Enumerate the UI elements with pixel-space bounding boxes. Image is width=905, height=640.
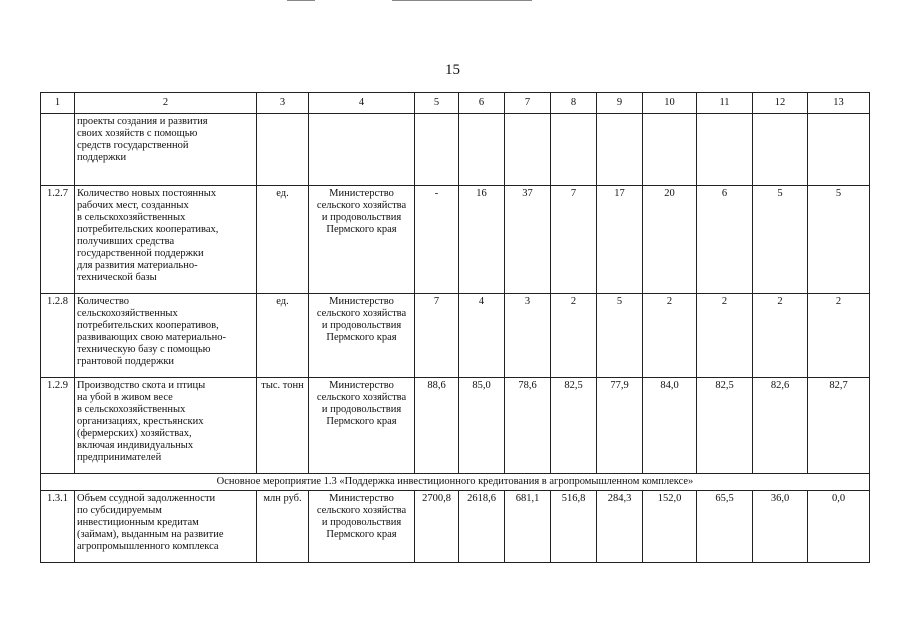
name-line: в сельскохозяйственных — [77, 212, 186, 223]
name-line: рабочих мест, созданных — [77, 200, 189, 211]
name-line: на убой в живом весе — [77, 392, 173, 403]
name-line: инвестиционным кредитам — [77, 517, 199, 528]
indicators-table — [40, 92, 870, 563]
name-cell — [75, 378, 257, 474]
value-cell: 82,6 — [753, 378, 808, 474]
executor-line: Пермского края — [326, 529, 397, 540]
value-cell: 2 — [551, 294, 597, 378]
value-cell: 82,5 — [697, 378, 753, 474]
header-cell: 3 — [257, 93, 309, 114]
executor-line: и продовольствия — [321, 517, 402, 528]
continuation-row — [41, 114, 870, 186]
name-cell — [75, 491, 257, 563]
name-line: включая индивидуальных — [77, 440, 194, 451]
executor-line: Пермского края — [326, 416, 397, 427]
name-line: потребительских кооперативах, — [77, 224, 219, 235]
name-line: развивающих свою материально- — [77, 332, 227, 343]
value-cell: 516,8 — [551, 491, 597, 563]
section-row — [41, 474, 870, 491]
header-cell: 6 — [459, 93, 505, 114]
header-cell: 11 — [697, 93, 753, 114]
executor-line: Пермского края — [326, 332, 397, 343]
name-line: (фермерских) хозяйствах, — [77, 428, 192, 439]
executor-cell — [309, 114, 415, 186]
page-number: 15 — [445, 62, 460, 78]
indicator-row — [41, 378, 870, 474]
executor-cell — [309, 186, 415, 294]
value-cell: 36,0 — [753, 491, 808, 563]
value-cell — [597, 114, 643, 186]
value-cell: 2700,8 — [415, 491, 459, 563]
executor-cell — [309, 294, 415, 378]
value-cell — [459, 114, 505, 186]
name-line: проекты создания и развития — [77, 116, 208, 127]
value-cell: 17 — [597, 186, 643, 294]
value-cell: 37 — [505, 186, 551, 294]
name-cell — [75, 294, 257, 378]
name-line: техническую базу с помощью — [77, 344, 211, 355]
value-cell: 5 — [808, 186, 870, 294]
name-line: Производство скота и птицы — [77, 380, 206, 391]
value-cell: 77,9 — [597, 378, 643, 474]
value-cell — [753, 114, 808, 186]
code-cell: 1.2.9 — [41, 378, 75, 474]
value-cell: 20 — [643, 186, 697, 294]
name-line: агропромышленного комплекса — [77, 541, 219, 552]
value-cell: 2 — [643, 294, 697, 378]
executor-cell — [309, 378, 415, 474]
value-cell — [505, 114, 551, 186]
name-line: Количество новых постоянных — [77, 188, 217, 199]
header-cell: 7 — [505, 93, 551, 114]
name-line: получивших средства — [77, 236, 175, 247]
indicator-row — [41, 186, 870, 294]
header-cell: 10 — [643, 93, 697, 114]
value-cell: 3 — [505, 294, 551, 378]
value-cell: 7 — [415, 294, 459, 378]
name-line: потребительских кооперативов, — [77, 320, 219, 331]
name-cell — [75, 186, 257, 294]
unit-cell: млн руб. — [257, 491, 309, 563]
executor-line: Министерство — [329, 380, 394, 391]
value-cell: 85,0 — [459, 378, 505, 474]
executor-line: Министерство — [329, 493, 394, 504]
executor-line: Пермского края — [326, 224, 397, 235]
name-line: технической базы — [77, 272, 157, 283]
name-cell — [75, 114, 257, 186]
header-cell: 1 — [41, 93, 75, 114]
code-cell: 1.2.7 — [41, 186, 75, 294]
header-cell: 9 — [597, 93, 643, 114]
name-line: грантовой поддержки — [77, 356, 175, 367]
executor-line: и продовольствия — [321, 212, 402, 223]
name-line: Объем ссудной задолженности — [77, 493, 216, 504]
name-line: государственной поддержки — [77, 248, 204, 259]
executor-line: Министерство — [329, 296, 394, 307]
value-cell: 2618,6 — [459, 491, 505, 563]
code-cell — [41, 114, 75, 186]
executor-line: сельского хозяйства — [316, 392, 407, 403]
value-cell — [697, 114, 753, 186]
name-line: сельскохозяйственных — [77, 308, 178, 319]
code-cell: 1.2.8 — [41, 294, 75, 378]
value-cell: 7 — [551, 186, 597, 294]
name-line: поддержки — [77, 152, 127, 163]
name-line: в сельскохозяйственных — [77, 404, 186, 415]
value-cell: 6 — [697, 186, 753, 294]
indicator-row — [41, 491, 870, 563]
value-cell — [808, 114, 870, 186]
header-cell: 2 — [75, 93, 257, 114]
name-line: Количество — [77, 296, 130, 307]
name-line: предпринимателей — [77, 452, 162, 463]
executor-line: и продовольствия — [321, 404, 402, 415]
value-cell: 88,6 — [415, 378, 459, 474]
scan-top-rule-right — [392, 0, 532, 1]
value-cell: - — [415, 186, 459, 294]
header-row — [41, 93, 870, 114]
executor-line: Министерство — [329, 188, 394, 199]
code-cell: 1.3.1 — [41, 491, 75, 563]
value-cell: 0,0 — [808, 491, 870, 563]
value-cell: 284,3 — [597, 491, 643, 563]
name-line: средств государственной — [77, 140, 189, 151]
value-cell: 16 — [459, 186, 505, 294]
header-cell: 12 — [753, 93, 808, 114]
value-cell: 65,5 — [697, 491, 753, 563]
value-cell — [643, 114, 697, 186]
header-cell: 4 — [309, 93, 415, 114]
executor-line: и продовольствия — [321, 320, 402, 331]
name-line: своих хозяйств с помощью — [77, 128, 198, 139]
unit-cell: тыс. тонн — [257, 378, 309, 474]
executor-line: сельского хозяйства — [316, 200, 407, 211]
indicator-row — [41, 294, 870, 378]
value-cell: 681,1 — [505, 491, 551, 563]
header-cell: 8 — [551, 93, 597, 114]
executor-line: сельского хозяйства — [316, 505, 407, 516]
value-cell: 2 — [697, 294, 753, 378]
unit-cell — [257, 114, 309, 186]
unit-cell: ед. — [257, 294, 309, 378]
scan-top-rule-left — [287, 0, 315, 1]
value-cell: 4 — [459, 294, 505, 378]
value-cell: 84,0 — [643, 378, 697, 474]
value-cell: 2 — [808, 294, 870, 378]
name-line: (займам), выданным на развитие — [77, 529, 224, 540]
value-cell: 78,6 — [505, 378, 551, 474]
value-cell: 82,7 — [808, 378, 870, 474]
value-cell — [551, 114, 597, 186]
value-cell: 82,5 — [551, 378, 597, 474]
value-cell: 5 — [597, 294, 643, 378]
header-cell: 13 — [808, 93, 870, 114]
header-cell: 5 — [415, 93, 459, 114]
name-line: для развития материально- — [77, 260, 198, 271]
name-line: по субсидируемым — [77, 505, 162, 516]
executor-cell — [309, 491, 415, 563]
section-title: Основное мероприятие 1.3 «Поддержка инвестиционного кредитования в агропромышленном комплексе» — [41, 474, 870, 491]
value-cell: 2 — [753, 294, 808, 378]
unit-cell: ед. — [257, 186, 309, 294]
name-line: организациях, крестьянских — [77, 416, 204, 427]
value-cell: 152,0 — [643, 491, 697, 563]
executor-line: сельского хозяйства — [316, 308, 407, 319]
value-cell: 5 — [753, 186, 808, 294]
value-cell — [415, 114, 459, 186]
